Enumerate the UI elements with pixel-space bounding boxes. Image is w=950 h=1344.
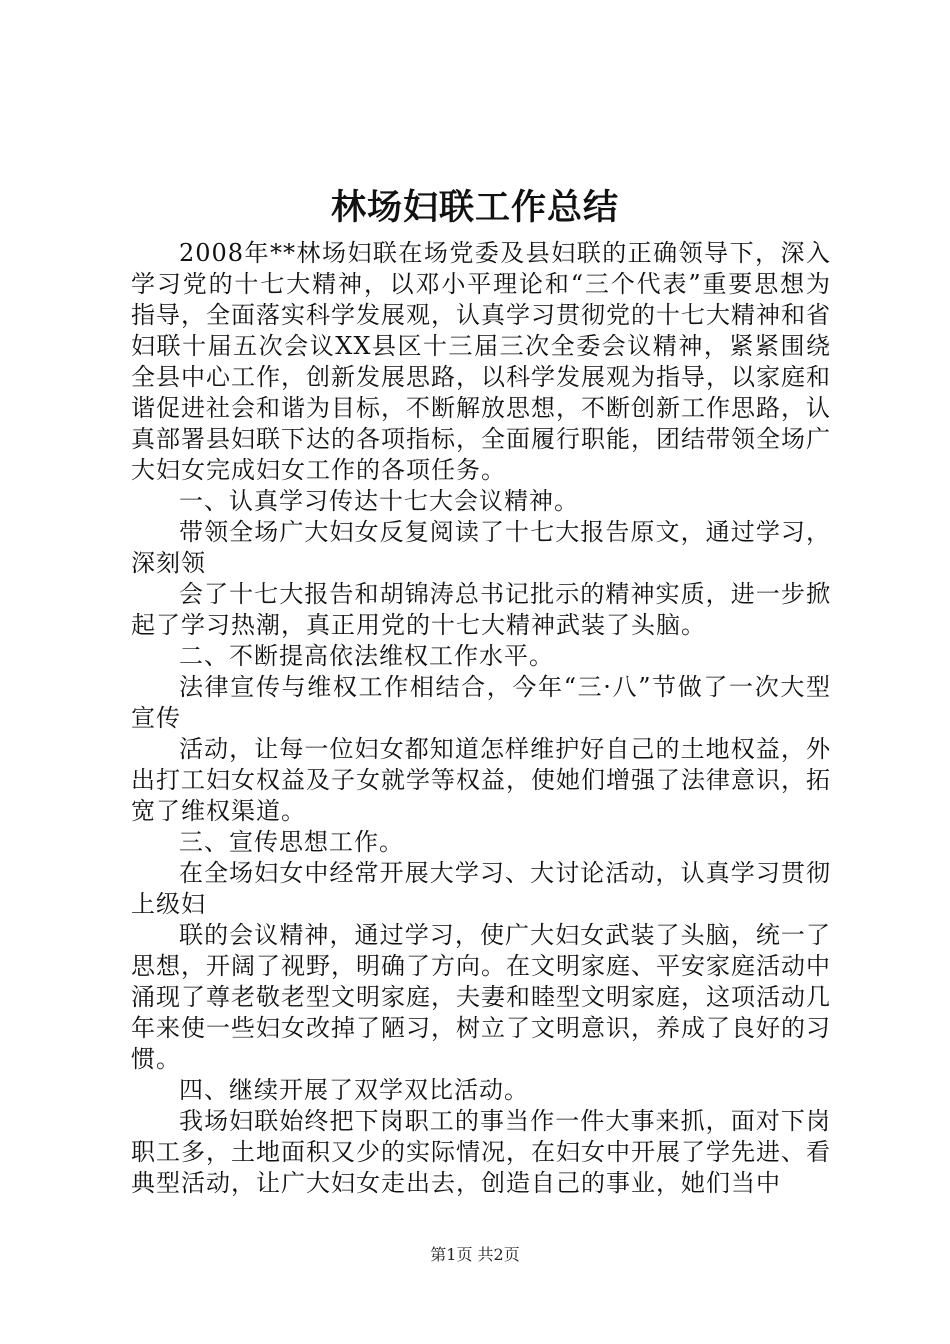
section-heading: 一、认真学习传达十七大会议精神。: [179, 487, 579, 515]
paragraph: 活动，让每一位妇女都知道怎样维护好自己的土地权益，外出打工妇女权益及子女就学等权益，使她们增强了法律意识，拓宽了维权渠道。: [131, 735, 831, 825]
paragraph: 带领全场广大妇女反复阅读了十七大报告原文，通过学习，深刻领: [131, 518, 831, 577]
paragraph: 会了十七大报告和胡锦涛总书记批示的精神实质，进一步掀起了学习热潮，真正用党的十七大精神武装了头脑。: [131, 580, 831, 639]
section-heading: 二、不断提高依法维权工作水平。: [179, 642, 554, 670]
paragraph: 2008年**林场妇联在场党委及县妇联的正确领导下，深入学习党的十七大精神，以邓小平理论和“三个代表”重要思想为指导，全面落实科学发展观，认真学习贯彻党的十七大精神和省妇联十届五次会议XX县区十三届三次全委会议精神，紧紧围绕全县中心工作，创新发展思路，以科学发展观为指导，以家庭和谐促进社会和谐为目标，不断解放思想，不断创新工作思路，认真部署县妇联下达的各项指标，全面履行职能，团结带领全场广大妇女完成妇女工作的各项任务。: [131, 239, 831, 484]
section-heading: 四、继续开展了双学双比活动。: [179, 1076, 529, 1104]
paragraph: 在全场妇女中经常开展大学习、大讨论活动，认真学习贯彻上级妇: [131, 859, 831, 918]
section-heading: 三、宣传思想工作。: [179, 828, 404, 856]
paragraph: 我场妇联始终把下岗职工的事当作一件大事来抓，面对下岗职工多，土地面积又少的实际情况，在妇女中开展了学先进、看典型活动，让广大妇女走出去，创造自己的事业，她们当中: [131, 1107, 831, 1197]
document-body: [131, 238, 831, 1199]
paragraph: 法律宣传与维权工作相结合，今年“三·八”节做了一次大型宣传: [131, 673, 831, 732]
document-title: 林场妇联工作总结: [330, 187, 619, 228]
paragraph: 联的会议精神，通过学习，使广大妇女武装了头脑，统一了思想，开阔了视野，明确了方向。在文明家庭、平安家庭活动中涌现了尊老敬老型文明家庭，夫妻和睦型文明家庭，这项活动几年来使一些妇女改掉了陋习，树立了文明意识，养成了良好的习惯。: [131, 921, 831, 1073]
page-footer: 第1页 共2页: [430, 1245, 520, 1264]
